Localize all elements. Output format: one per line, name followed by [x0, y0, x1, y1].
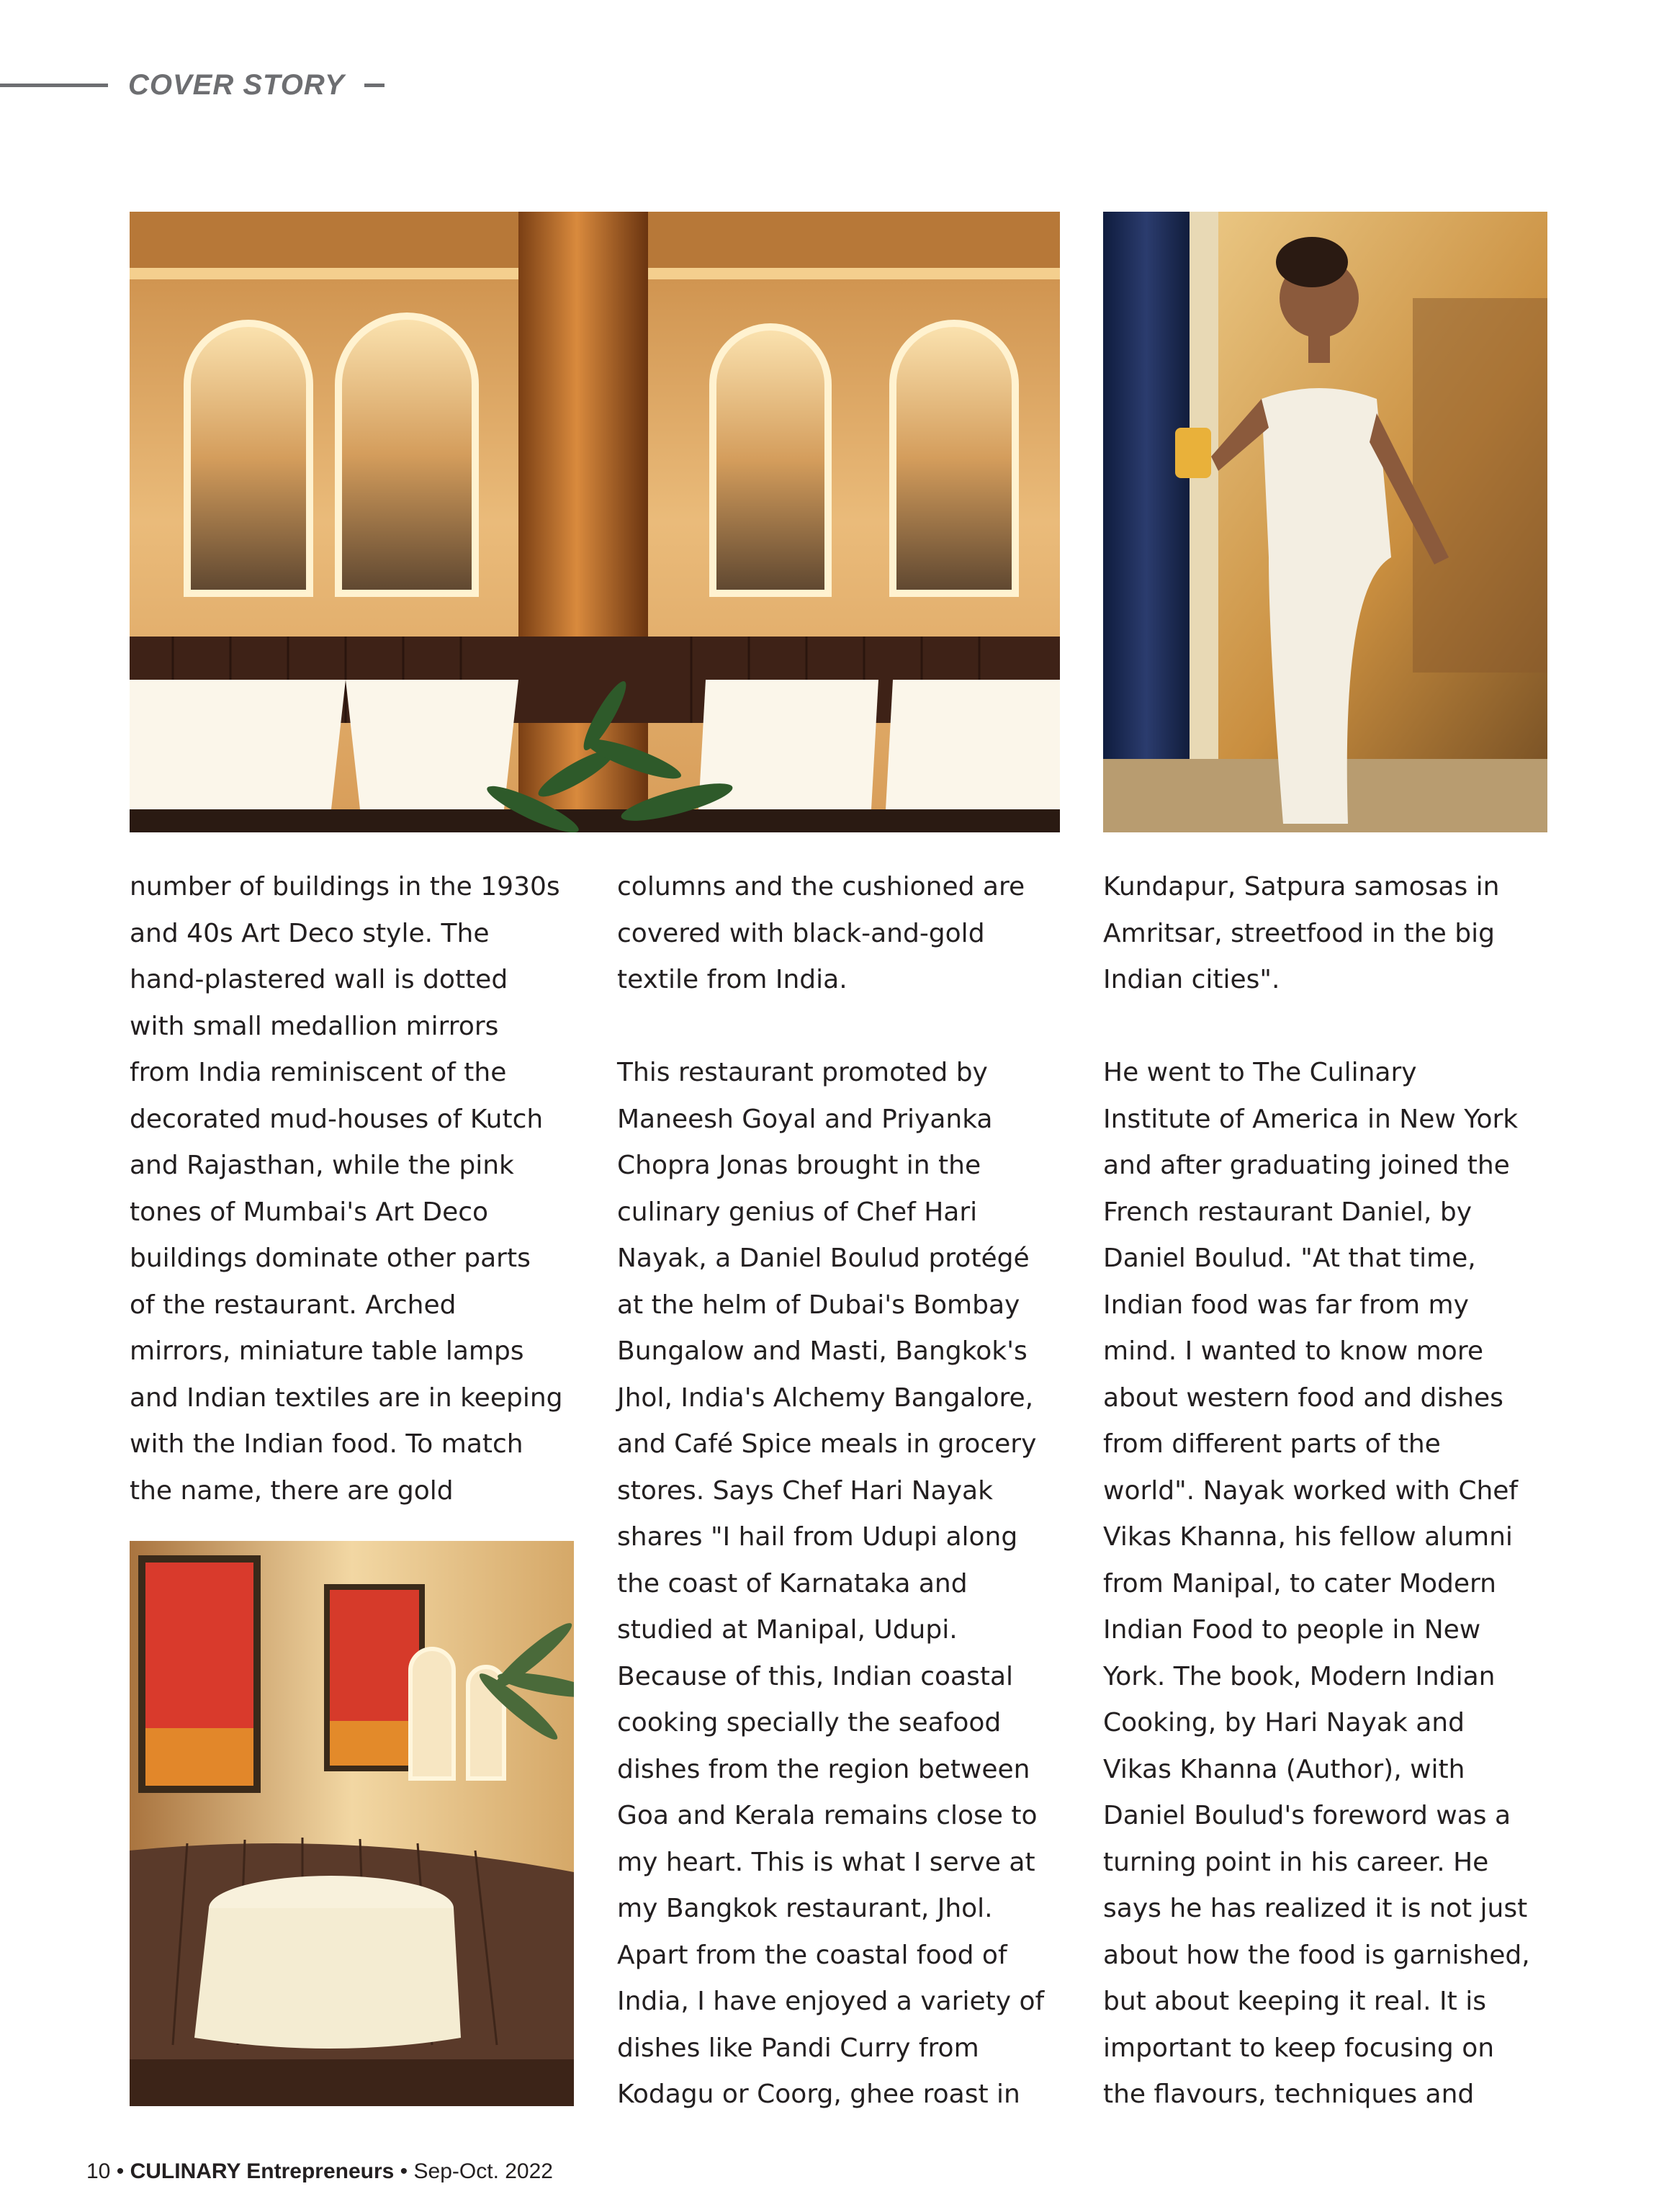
issue-date: Sep-Oct. 2022	[413, 2159, 553, 2183]
footer-separator: •	[116, 2159, 125, 2183]
restaurant-dining-room-photo	[130, 212, 1060, 832]
page-number: 10	[86, 2159, 111, 2183]
magazine-name: CULINARY Entrepreneurs	[130, 2159, 395, 2183]
article-column-1: number of buildings in the 1930s and 40s Art Deco style. The hand-plastered wall is dotted with small medallion mirrors from India reminiscent of the decorated mud-houses of Kutch and Rajasthan, while the pink tones of Mumbai's Art Deco buildings dominate other parts of the restaurant. Arched mirrors, miniature table lamps and Indian textiles are in keeping with the Indian food. To match the name, there are gold	[130, 872, 563, 1506]
header-rule-right	[364, 84, 385, 87]
footer-separator-2: •	[400, 2159, 408, 2183]
corner-booth-photo	[130, 1541, 574, 2106]
article-column-3: Kundapur, Satpura samosas in Amritsar, streetfood in the big Indian cities". He went to The Culinary Institute of America in New York and after graduating joined the French restaurant Daniel, by Daniel Boulud. "At that time, Indian food was far from my mind. I wanted to know more about western food and dishes from different parts of the world". Nayak worked with Chef Vikas Khanna, his fellow alumni from Manipal, to cater Modern Indian Food to people in New York. The book, Modern Indian Cooking, by Hari Nayak and Vikas Khanna (Author), with Daniel Boulud's foreword was a turning point in his career. He says he has realized it is not just about how the food is garnished, but about keeping it real. It is important to keep focusing on the flavours, techniques and	[1103, 872, 1530, 2109]
header-rule-left	[0, 84, 108, 87]
section-label: COVER STORY	[128, 69, 345, 101]
article-column-2: columns and the cushioned are covered with black-and-gold textile from India. This restaurant promoted by Maneesh Goyal and Priyanka Chopra Jonas brought in the culinary genius of Chef Hari Nayak, a Daniel Boulud protégé at the helm of Dubai's Bombay Bungalow and Masti, Bangkok's Jhol, India's Alchemy Bangalore, and Café Spice meals in grocery stores. Says Chef Hari Nayak shares "I hail from Udupi along the coast of Karnataka and studied at Manipal, Udupi. Because of this, Indian coastal cooking specially the seafood dishes from the region between Goa and Kerala remains close to my heart. This is what I serve at my Bangkok restaurant, Jhol. Apart from the coastal food of India, I have enjoyed a variety of dishes like Pandi Curry from Kodagu or Coorg, ghee roast in	[617, 872, 1045, 2109]
woman-in-white-dress-photo	[1103, 212, 1547, 832]
page-footer	[86, 2157, 553, 2186]
